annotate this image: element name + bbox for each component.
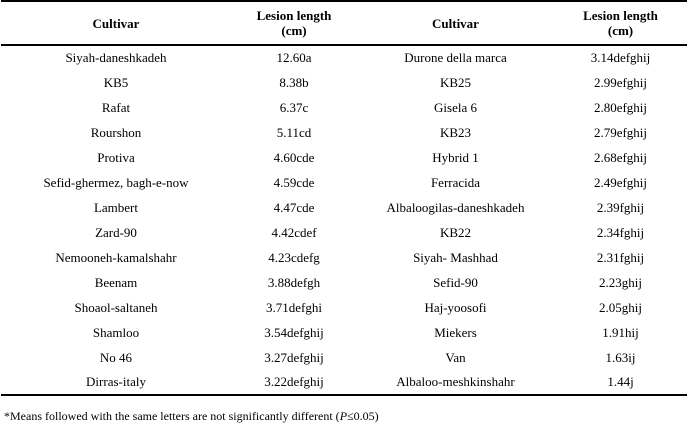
- table-body: [1, 45, 687, 395]
- table-row: [1, 270, 687, 295]
- lesion-right-cell: 2.05ghij: [599, 299, 642, 315]
- cultivar-right-cell: Albaloogilas-daneshkadeh: [386, 199, 525, 215]
- cultivar-right-cell: Miekers: [434, 324, 477, 340]
- cultivar-right-cell: Durone della marca: [404, 50, 507, 65]
- header-cultivar-right: Cultivar: [432, 15, 479, 31]
- cultivar-right-cell: Sefid-90: [433, 274, 478, 290]
- table-row: [1, 345, 687, 370]
- lesion-left-cell: 3.27defghij: [264, 349, 324, 365]
- cultivar-left-cell: Nemooneh-kamalshahr: [55, 249, 177, 265]
- table-row: [1, 95, 687, 120]
- lesion-right-cell: 1.44j: [607, 374, 634, 389]
- lesion-length-table: [1, 0, 687, 396]
- cultivar-left-cell: KB5: [103, 74, 129, 90]
- cultivar-right-cell: KB22: [439, 224, 472, 240]
- cultivar-right-cell: Van: [445, 349, 466, 365]
- lesion-right-cell: 3.14defghij: [590, 50, 651, 65]
- footnote-prefix: *Means followed with the same letters are not significantly different (: [4, 409, 340, 423]
- lesion-left-cell: 4.60cde: [273, 149, 315, 165]
- table-row: [1, 45, 687, 70]
- table-row: [1, 170, 687, 195]
- lesion-left-cell: 5.11cd: [276, 124, 312, 140]
- table-row: [1, 70, 687, 95]
- table-header-row: [1, 1, 687, 45]
- lesion-right-cell: 1.63ij: [605, 349, 636, 365]
- cultivar-right-cell: KB23: [439, 124, 472, 140]
- cultivar-right-cell: Gisela 6: [434, 99, 477, 115]
- lesion-right-cell: 2.23ghij: [599, 274, 642, 290]
- lesion-right-cell: 2.68efghij: [593, 149, 648, 165]
- table-row: [1, 245, 687, 270]
- footnote-p-symbol: P: [339, 409, 348, 423]
- header-lesion-right-line2: (cm): [607, 23, 634, 38]
- header-lesion-right-line1: Lesion length: [583, 8, 658, 23]
- cultivar-left-cell: Shoaol-saltaneh: [74, 299, 158, 315]
- header-lesion-length-right: [554, 1, 687, 45]
- cultivar-right-cell: Siyah- Mashhad: [413, 249, 498, 265]
- lesion-right-cell: 2.79efghij: [593, 124, 648, 140]
- cultivar-left-cell: No 46: [99, 349, 133, 365]
- table-row: [1, 320, 687, 345]
- cultivar-right-cell: Ferracida: [430, 174, 481, 190]
- lesion-left-cell: 3.88defgh: [267, 274, 321, 290]
- lesion-right-cell: 2.49efghij: [593, 174, 648, 190]
- cultivar-right-cell: Hybrid 1: [432, 149, 479, 165]
- lesion-left-cell: 8.38b: [279, 74, 309, 90]
- lesion-left-cell: 12.60a: [276, 50, 312, 65]
- lesion-right-cell: 1.91hij: [602, 324, 639, 340]
- lesion-right-cell: 2.99efghij: [593, 74, 648, 90]
- table-row: [1, 370, 687, 395]
- lesion-right-cell: 2.39fghij: [596, 199, 645, 215]
- cultivar-left-cell: Rafat: [101, 99, 131, 115]
- cultivar-left-cell: Siyah-daneshkadeh: [65, 50, 167, 65]
- cultivar-left-cell: Shamloo: [92, 324, 140, 340]
- table-row: [1, 295, 687, 320]
- header-lesion-left-line1: Lesion length: [256, 8, 332, 23]
- lesion-right-cell: 2.80efghij: [593, 99, 648, 115]
- cultivar-left-cell: Rourshon: [90, 124, 142, 140]
- cultivar-right-cell: Albaloo-meshkinshahr: [396, 374, 515, 389]
- lesion-left-cell: 4.59cde: [273, 174, 315, 190]
- lesion-right-cell: 2.34fghij: [596, 224, 645, 240]
- significance-footnote: [4, 409, 379, 423]
- lesion-left-cell: 4.47cde: [273, 199, 315, 215]
- table-row: [1, 120, 687, 145]
- cultivar-left-cell: Dirras-italy: [86, 374, 146, 389]
- lesion-left-cell: 4.23cdefg: [268, 249, 320, 265]
- lesion-left-cell: 3.22defghij: [264, 374, 324, 389]
- cultivar-left-cell: Beenam: [94, 274, 138, 290]
- lesion-left-cell: 6.37c: [279, 99, 309, 115]
- header-lesion-length-left: [231, 1, 357, 45]
- cultivar-left-cell: Lambert: [93, 199, 139, 215]
- results-table-container: [1, 0, 687, 396]
- lesion-right-cell: 2.31fghij: [596, 249, 645, 265]
- cultivar-left-cell: Protiva: [97, 149, 135, 165]
- footnote-suffix: ≤0.05): [347, 409, 379, 423]
- cultivar-right-cell: Haj-yoosofi: [424, 299, 487, 315]
- lesion-left-cell: 4.42cdef: [271, 224, 317, 240]
- table-row: [1, 145, 687, 170]
- cultivar-left-cell: Sefid-ghermez, bagh-e-now: [43, 174, 189, 190]
- header-lesion-left-line2: (cm): [281, 23, 307, 38]
- cultivar-right-cell: KB25: [439, 74, 472, 90]
- cultivar-left-cell: Zard-90: [95, 224, 137, 240]
- table-row: [1, 220, 687, 245]
- header-cultivar-left: Cultivar: [92, 15, 140, 31]
- table-row: [1, 195, 687, 220]
- lesion-left-cell: 3.71defghi: [266, 299, 322, 315]
- lesion-left-cell: 3.54defghij: [264, 324, 324, 340]
